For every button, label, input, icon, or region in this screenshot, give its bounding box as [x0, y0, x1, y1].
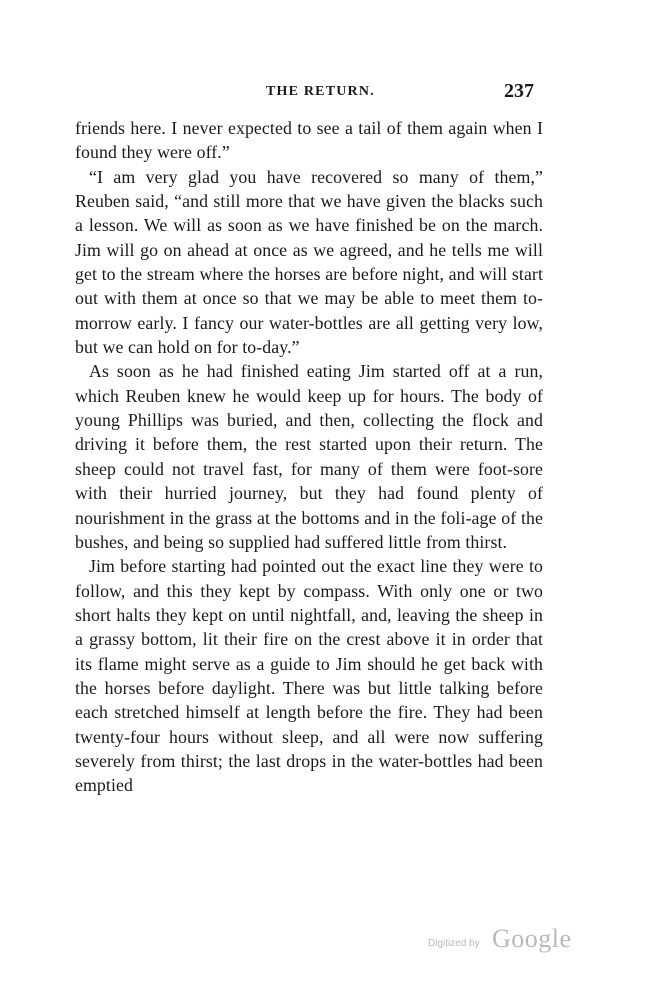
paragraph: As soon as he had finished eating Jim started off at a run, which Reuben knew he would keep up for hours. The body of young Phillips was buried, and then, collecting the flock and driving it before them, the rest started upon their return. The sheep could not travel fast, for many of them were foot-sore with their hurried journey, but they had found plenty of nourishment in the grass at the bottoms and in the foli-age of the bushes, and being so supplied had suffered little from thirst.: [75, 361, 543, 552]
body-text: [75, 116, 543, 798]
paragraph: “I am very glad you have recovered so many of them,” Reuben said, “and still more that we have given the blacks such a lesson. We will as soon as we have finished be on the march. Jim will go on ahead at once as we agreed, and he tells me will get to the stream where the horses are before night, and will start out with them at once so that we may be able to meet them to-morrow early. I fancy our water-bottles are all getting very low, but we can hold on for to-day.”: [75, 166, 543, 358]
digitized-by-google-watermark: [428, 924, 588, 960]
paragraph-continuation: friends here. I never expected to see a tail of them again when I found they were off.”: [75, 118, 543, 163]
watermark-prefix: Digitized by: [428, 938, 480, 949]
running-head: [0, 80, 672, 104]
google-logo: Google: [492, 924, 572, 953]
running-title: THE RETURN.: [266, 84, 375, 99]
page-number: 237: [504, 80, 534, 102]
paragraph: Jim before starting had pointed out the exact line they were to follow, and this they kept by compass. With only one or two short halts they kept on until nightfall, and, leaving the sheep in a grassy bottom, lit their fire on the crest above it in order that its flame might serve as a guide to Jim should he get back with the horses before daylight. There was but little talking before each stretched himself at length before the fire. They had been twenty-four hours without sleep, and all were now suffering severely from thirst; the last drops in the water-bottles had been emptied: [75, 556, 543, 796]
